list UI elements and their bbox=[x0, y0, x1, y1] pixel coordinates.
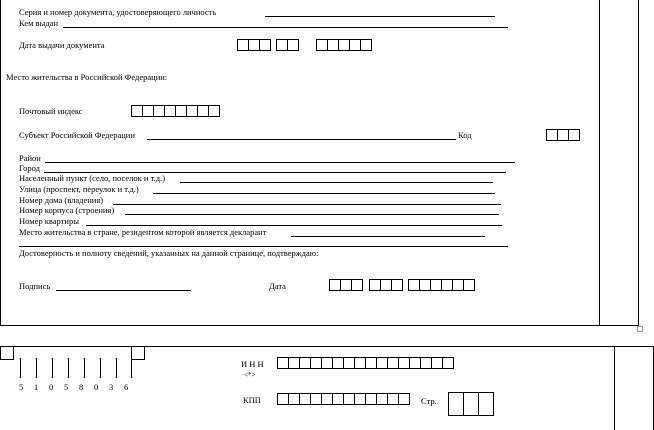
barcode-bar bbox=[20, 358, 21, 378]
date-label: Дата bbox=[269, 281, 286, 291]
subject-field[interactable] bbox=[147, 139, 456, 140]
barcode-digit: 5 bbox=[19, 382, 24, 392]
kpp-cells[interactable] bbox=[277, 393, 410, 405]
house-field[interactable] bbox=[113, 204, 501, 205]
postal-index-cells[interactable] bbox=[131, 105, 220, 117]
issue-date-month-cells[interactable] bbox=[276, 39, 299, 51]
issued-by-label: Кем выдан bbox=[19, 18, 58, 28]
page-header-top-border bbox=[0, 346, 654, 347]
building-label: Номер корпуса (строения) bbox=[19, 205, 115, 215]
residence-abroad-field-line2[interactable] bbox=[19, 246, 508, 247]
district-label: Район bbox=[19, 153, 41, 163]
subject-code-cells[interactable] bbox=[546, 129, 580, 141]
district-field[interactable] bbox=[45, 162, 515, 163]
city-label: Город bbox=[19, 163, 40, 173]
barcode-digit: 0 bbox=[49, 382, 54, 392]
inn-label: И Н Н bbox=[241, 359, 264, 369]
sign-date-year-cells[interactable] bbox=[408, 279, 475, 291]
barcode-bar bbox=[52, 358, 53, 378]
frame-bottom-border bbox=[0, 325, 639, 326]
house-label: Номер дома (владения) bbox=[19, 195, 104, 205]
kpp-label: КПП bbox=[243, 395, 261, 405]
apartment-field[interactable] bbox=[86, 225, 502, 226]
page-number-cells[interactable] bbox=[448, 392, 494, 416]
issue-date-year-cells[interactable] bbox=[316, 39, 372, 51]
issued-by-field[interactable] bbox=[63, 27, 508, 28]
sign-date-month-cells[interactable] bbox=[369, 279, 403, 291]
barcode-left-marker bbox=[0, 346, 14, 360]
frame-left-border bbox=[0, 0, 1, 326]
confirm-text: Достоверность и полноту сведений, указанных на данной странице, подтверждаю: bbox=[19, 248, 319, 258]
frame-inner-right-border bbox=[599, 0, 600, 326]
apartment-label: Номер квартиры bbox=[19, 216, 79, 226]
barcode-digit: 8 bbox=[79, 382, 84, 392]
settlement-label: Населенный пункт (село, поселок и т.д.) bbox=[19, 173, 166, 183]
doc-series-field[interactable] bbox=[265, 16, 495, 17]
barcode-bar bbox=[100, 358, 101, 378]
issue-date-day-cells[interactable] bbox=[237, 39, 271, 51]
street-field[interactable] bbox=[153, 193, 495, 194]
residence-rf-heading: Место жительства в Российской Федерации: bbox=[6, 72, 168, 82]
barcode-bar bbox=[68, 358, 69, 378]
signature-label: Подпись bbox=[19, 281, 51, 291]
page-number-label: Стр. bbox=[421, 396, 437, 406]
residence-abroad-field[interactable] bbox=[291, 236, 485, 237]
subject-label: Субъект Российской Федерации bbox=[19, 130, 135, 140]
residence-abroad-label: Место жительства в стране, резидентом которой является декларант bbox=[19, 227, 267, 237]
issue-date-label: Дата выдачи документа bbox=[19, 40, 105, 50]
inn-footnote-mark: <*> bbox=[244, 371, 256, 379]
resize-handle bbox=[637, 326, 643, 332]
settlement-field[interactable] bbox=[180, 182, 493, 183]
building-field[interactable] bbox=[125, 214, 499, 215]
barcode-digit: 0 bbox=[94, 382, 99, 392]
barcode-digit: 5 bbox=[64, 382, 69, 392]
barcode-digit: 6 bbox=[124, 382, 129, 392]
signature-field[interactable] bbox=[56, 290, 191, 291]
barcode-bar bbox=[36, 358, 37, 378]
barcode-bar bbox=[131, 358, 132, 378]
postal-index-label: Почтовый индекс bbox=[19, 106, 83, 116]
barcode-bar bbox=[84, 358, 85, 378]
barcode-digit: 1 bbox=[34, 382, 39, 392]
barcode-digit: 3 bbox=[109, 382, 114, 392]
inn-cells[interactable] bbox=[277, 357, 454, 369]
sign-date-day-cells[interactable] bbox=[329, 279, 363, 291]
frame-outer-right-border bbox=[638, 0, 639, 326]
barcode-right-marker bbox=[131, 346, 145, 360]
street-label: Улица (проспект, переулок и т.д.) bbox=[19, 184, 139, 194]
barcode-bar bbox=[116, 358, 117, 378]
doc-series-label: Серия и номер документа, удостоверяющего личность bbox=[19, 7, 217, 17]
page-header-right-divider bbox=[614, 346, 615, 430]
code-label: Код bbox=[458, 130, 472, 140]
